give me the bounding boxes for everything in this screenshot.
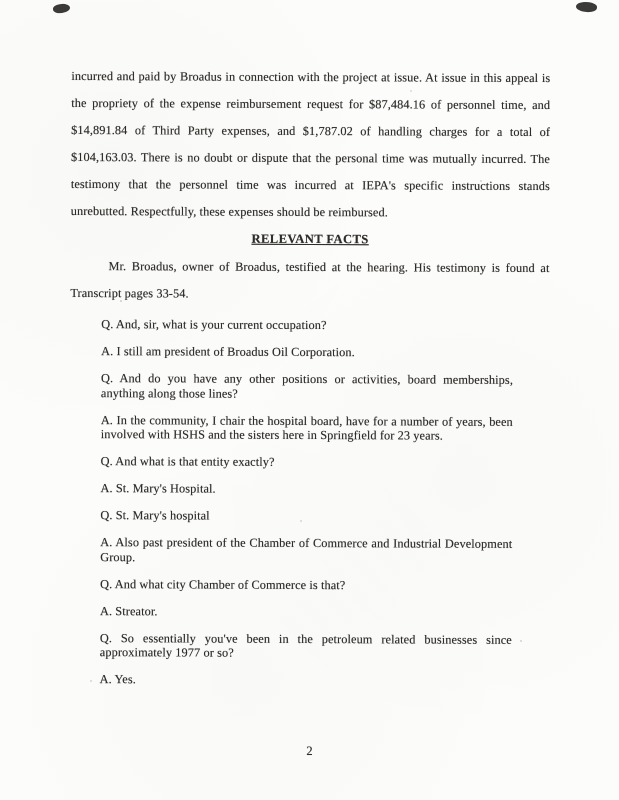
qa-item-question: Q. And do you have any other positions or activities, board memberships, anything along those lines? [100,371,514,401]
qa-item-question: Q. And what is that entity exactly? [100,454,275,469]
qa-item-answer: A. In the community, I chair the hospital board, have for a number of years, been involved with HSHS and the sisters here in Springfield for 23 years. [100,412,513,443]
qa-transcript [69,317,550,689]
facts-paragraph: Mr. Broadus, owner of Broadus, testified at the hearing. His testimony is found at Transcript pages 33-54. [70,259,550,301]
scan-dust-specks [0,0,2,2]
qa-item-answer: A. Yes. [99,672,136,687]
scan-artifact-top-right [576,1,598,13]
qa-item-answer: A. I still am president of Broadus Oil Corporation. [101,344,355,360]
qa-item-question: Q. And, sir, what is your current occupation? [101,317,327,333]
qa-item-answer: A. St. Mary's Hospital. [100,481,216,496]
qa-item-question: Q. So essentially you've been in the petroleum related businesses since approximately 1977 or so? [99,630,512,660]
qa-item-question: Q. St. Mary's hospital [100,508,210,523]
page-number: 2 [306,744,313,758]
qa-item-answer: A. Also past president of the Chamber of Commerce and Industrial Development Group. [100,535,513,564]
qa-item-question: Q. And what city Chamber of Commerce is that? [100,576,346,592]
document-body [69,63,551,701]
section-heading: RELEVANT FACTS [251,231,369,247]
scan-artifact-top-left [52,3,70,14]
intro-paragraph: incurred and paid by Broadus in connection with the project at issue. At issue in this appeal is the propriety of the expense reimbursement request for $87,484.16 of personnel time, and $14,891.84 of Third Party expenses, and $1,787.02 of handling charges for a total of $104,163.03. There is no doubt or dispute that the personal time was mutually incurred. The testimony that the personnel time was incurred at IEPA's specific instructions stands unrebutted. Respectfully, these expenses should be reimbursed. [70,68,551,220]
qa-item-answer: A. Streator. [99,603,158,618]
